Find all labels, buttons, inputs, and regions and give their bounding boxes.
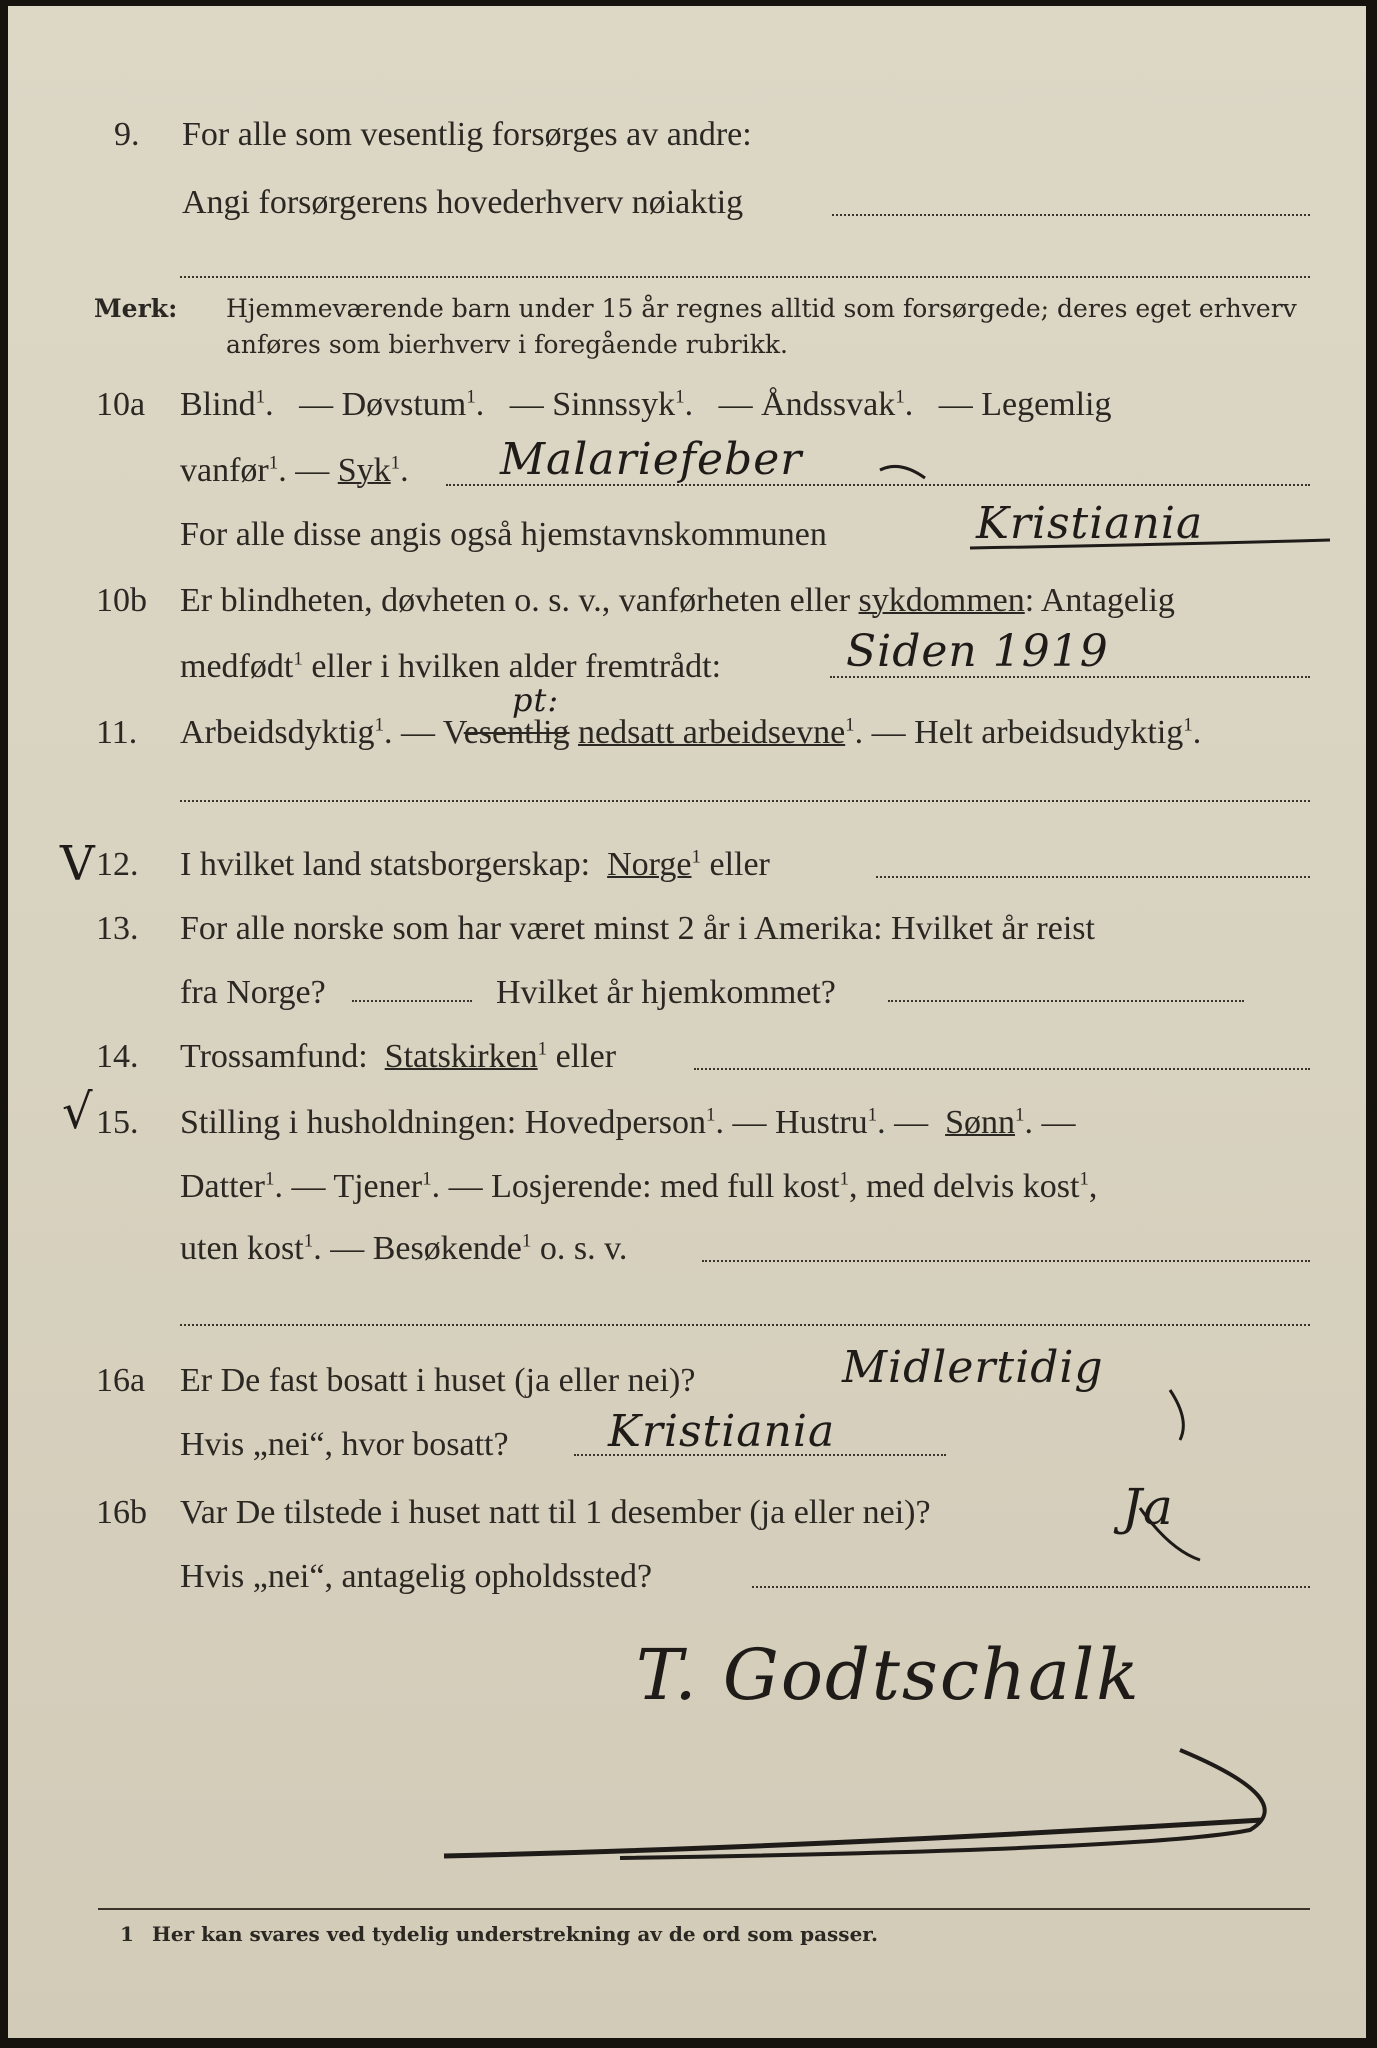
q12-check-mark: V <box>60 836 96 892</box>
q10a-line3: For alle disse angis også hjemstavnskommunen <box>180 516 827 553</box>
q12-answer-line[interactable] <box>876 876 1310 878</box>
sonn-underlined: Sønn <box>945 1104 1016 1141</box>
q13-answer-line-left[interactable] <box>352 1000 472 1002</box>
nedsatt-underlined: nedsatt arbeidsevne <box>577 714 846 751</box>
q10b-answer-line[interactable] <box>830 676 1310 678</box>
q9-answer-line-2[interactable] <box>180 276 1310 278</box>
q12-line: I hvilket land statsborgerskap: Norge$^1$ eller <box>180 846 770 883</box>
q15-check-mark: √ <box>62 1084 94 1140</box>
sykdommen-underlined: sykdommen <box>858 582 1025 619</box>
q9-line2: Angi forsørgerens hovederhverv nøiaktig <box>182 184 744 221</box>
q13-line1: For alle norske som har været minst 2 år i Amerika: Hvilket år reist <box>180 910 1095 947</box>
q16a-line1: Er De fast bosatt i huset (ja eller nei)? <box>180 1362 696 1399</box>
q16a-answer-line[interactable] <box>574 1454 946 1456</box>
q10a-answer-line[interactable] <box>446 484 1310 486</box>
footnote-text: Her kan svares ved tydelig understrekning av de ord som passer. <box>152 1922 878 1946</box>
q9-number: 9. <box>114 116 140 153</box>
q10a-line1: Blind$^1$. — Døvstum$^1$. — Sinnssyk$^1$. — Åndssvak$^1$. — Legemlig <box>180 386 1112 423</box>
q10b-line1: Er blindheten, døvheten o. s. v., vanførheten eller sykdommen: Antagelig <box>180 582 1175 619</box>
q13-line2a: fra Norge? <box>180 974 326 1011</box>
q13-line2b: Hvilket år hjemkommet? <box>496 974 836 1011</box>
merk-line2: anføres som bierhverv i foregående rubrikk. <box>226 330 788 359</box>
vesentlig-struck: esentlig <box>463 714 570 751</box>
answer-bosatt: Kristiania <box>608 1406 836 1457</box>
footnote-number: 1 <box>120 1922 134 1946</box>
q10a-number: 10a <box>96 386 146 423</box>
merk-line1: Hjemmeværende barn under 15 år regnes alltid som forsørgede; deres eget erhverv <box>226 294 1297 323</box>
answer-illness: Malariefeber <box>500 434 803 485</box>
q10b-line2: medfødt$^1$ eller i hvilken alder fremtrådt: <box>180 648 722 685</box>
q15-line3: uten kost$^1$. — Besøkende$^1$ o. s. v. <box>180 1230 628 1267</box>
q11-answer-line[interactable] <box>180 800 1310 802</box>
q15-number: 15. <box>96 1104 139 1141</box>
q9-answer-line[interactable] <box>832 214 1310 216</box>
q11-number: 11. <box>96 714 138 751</box>
q14-line: Trossamfund: Statskirken$^1$ eller <box>180 1038 617 1075</box>
q13-answer-line-right[interactable] <box>888 1000 1244 1002</box>
norge-underlined: Norge <box>607 846 692 883</box>
q12-number: 12. <box>96 846 139 883</box>
answer-kommune: Kristiania <box>976 498 1204 549</box>
q10a-line2: vanfør$^1$. — Syk$^1$. <box>180 452 409 489</box>
merk-label: Merk: <box>94 294 178 323</box>
q14-answer-line[interactable] <box>694 1068 1310 1070</box>
q15-answer-line-2[interactable] <box>180 1324 1310 1326</box>
q16b-number: 16b <box>96 1494 147 1531</box>
q15-answer-line[interactable] <box>702 1260 1310 1262</box>
q15-line1: Stilling i husholdningen: Hovedperson$^1$. — Hustru$^1$. — Sønn$^1$. — <box>180 1104 1076 1141</box>
q15-line2: Datter$^1$. — Tjener$^1$. — Losjerende: med full kost$^1$, med delvis kost$^1$, <box>180 1168 1098 1205</box>
q11-line: Arbeidsdyktig$^1$. — Vesentlig nedsatt arbeidsevne$^1$. — Helt arbeidsudyktig$^1$. <box>180 714 1202 751</box>
q16b-line2: Hvis „nei“, antagelig opholdssted? <box>180 1558 653 1595</box>
q16b-line1: Var De tilstede i huset natt til 1 desember (ja eller nei)? <box>180 1494 931 1531</box>
q11-handwritten-insert: pt: <box>512 681 560 719</box>
answer-onset: Siden 1919 <box>846 626 1109 677</box>
syk-underlined: Syk <box>337 452 391 489</box>
footnote-rule <box>98 1908 1310 1910</box>
q9-line1: For alle som vesentlig forsørges av andre: <box>182 116 752 153</box>
q14-number: 14. <box>96 1038 139 1075</box>
q10b-number: 10b <box>96 582 147 619</box>
q13-number: 13. <box>96 910 139 947</box>
signature: T. Godtschalk <box>636 1634 1141 1716</box>
q16a-line2: Hvis „nei“, hvor bosatt? <box>180 1426 509 1463</box>
q16b-answer-line[interactable] <box>752 1586 1310 1588</box>
answer-tilstede: Ja <box>1122 1478 1174 1536</box>
q16a-number: 16a <box>96 1362 146 1399</box>
statskirken-underlined: Statskirken <box>384 1038 538 1075</box>
answer-fast-bosatt: Midlertidig <box>842 1342 1104 1393</box>
